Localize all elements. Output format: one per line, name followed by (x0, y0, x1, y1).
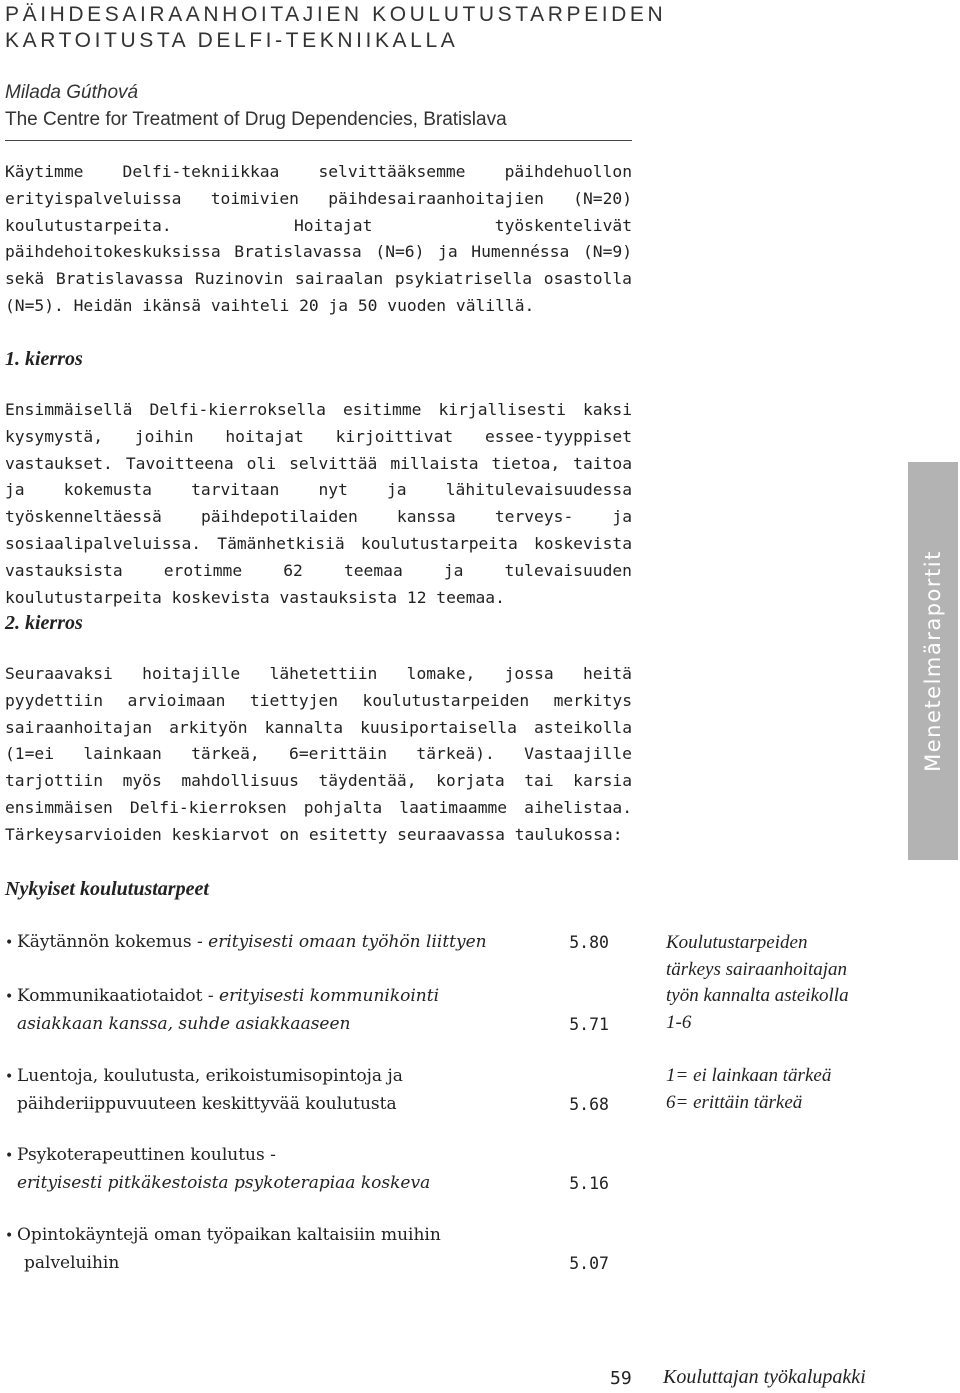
title-line-2: KARTOITUSTA DELFI-TEKNIIKALLA (5, 29, 459, 52)
article-title (5, 2, 667, 54)
needs-list-item (5, 1222, 615, 1277)
publication-title: Kouluttajan työkalupakki (663, 1366, 866, 1388)
item-score: 5.80 (569, 933, 609, 952)
scale-note-line: 1-6 (666, 1011, 692, 1033)
page-number: 59 (610, 1368, 632, 1389)
needs-list-item (5, 983, 615, 1038)
section-side-tab (908, 462, 958, 860)
bullet: • (5, 1228, 14, 1244)
item-detail: erityisesti omaan työhön liittyen (208, 932, 487, 952)
needs-list-item (5, 1063, 615, 1118)
intro-paragraph: Käytimme Delfi-tekniikkaa selvittääksemme päihdehuollon erityispalveluissa toimivien päihdesairaanhoitajien (N=20) koulutustarpeita. Hoitajat työskentelivät päihdehoitokeskuksissa Bratislavassa (N=6) ja Humennéssa (N=9) sekä Bratislavassa Ruzinovin sairaalan psykiatrisella osastolla (N=5). Heidän ikänsä vaihteli 20 ja 50 vuoden välillä. (5, 162, 632, 315)
item-detail-continued: asiakkaan kanssa, suhde asiakkaaseen (17, 1014, 351, 1034)
scale-max-definition: 6= erittäin tärkeä (666, 1091, 803, 1113)
item-label: Psykoterapeuttinen koulutus - (17, 1145, 276, 1165)
item-detail: erityisesti kommunikointi (219, 986, 440, 1006)
round-2-heading: 2. kierros (5, 612, 83, 634)
item-score: 5.07 (569, 1254, 609, 1273)
title-line-1: PÄIHDESAIRAANHOITAJIEN KOULUTUSTARPEIDEN (5, 3, 667, 26)
needs-list-item (5, 929, 615, 957)
item-label: Luentoja, koulutusta, erikoistumisopintoja ja (17, 1066, 403, 1086)
header-divider (5, 140, 632, 141)
bullet: • (5, 935, 14, 951)
scale-note-line: tärkeys sairaanhoitajan (666, 958, 848, 980)
section-side-label: Menetelmäraportit (921, 550, 945, 772)
round-2-paragraph: Seuraavaksi hoitajille lähetettiin lomake, jossa heitä pyydettiin arvioimaan tiettyjen koulutustarpeiden merkitys sairaanhoitajan arkityön kannalta kuusiportaisella asteikolla (1=ei lainkaan tärkeä, 6=erittäin tärkeä). Vastaajille tarjottiin myös mahdollisuus täydentää, korjata tai karsia ensimmäisen Delfi-kierroksen pohjalta laatimaamme aihelistaa. Tärkeysarvioiden keskiarvot on esitetty seuraavassa taulukossa: (5, 664, 632, 844)
scale-note-line: Koulutustarpeiden (666, 932, 808, 953)
item-label: Opintokäyntejä oman työpaikan kaltaisiin muihin (17, 1225, 441, 1245)
item-label: Kommunikaatiotaidot - (17, 986, 220, 1006)
item-detail-continued: erityisesti pitkäkestoista psykoterapiaa koskeva (17, 1173, 431, 1193)
bullet: • (5, 1069, 14, 1085)
item-score: 5.71 (569, 1015, 609, 1034)
item-label-continued: palveluihin (24, 1253, 120, 1273)
bullet: • (5, 1148, 14, 1164)
item-label: Käytännön kokemus - (17, 932, 209, 952)
item-score: 5.68 (569, 1095, 609, 1114)
scale-note-line: työn kannalta asteikolla (666, 985, 849, 1006)
item-score: 5.16 (569, 1174, 609, 1193)
scale-definition (666, 1063, 926, 1116)
scale-note (666, 930, 926, 1036)
round-1-heading: 1. kierros (5, 348, 83, 370)
round-1-paragraph: Ensimmäisellä Delfi-kierroksella esitimme kirjallisesti kaksi kysymystä, joihin hoitajat kirjoittivat essee-tyyppiset vastaukset. Tavoitteena oli selvittää millaista tietoa, taitoa ja kokemusta tarvitaan nyt ja lähitulevaisuudessa työskenneltäessä päihdepotilaiden kanssa terveys- ja sosiaalipalveluissa. Tämänhetkisiä koulutustarpeita koskevista vastauksista erotimme 62 teemaa ja tulevaisuuden koulutustarpeita koskevista vastauksista 12 teemaa. (5, 400, 632, 607)
needs-list-item (5, 1142, 615, 1197)
author-affiliation: The Centre for Treatment of Drug Dependencies, Bratislava (5, 109, 507, 130)
author-name: Milada Gúthová (5, 82, 139, 103)
current-needs-heading: Nykyiset koulutustarpeet (5, 878, 209, 900)
item-label-continued: päihderiippuvuuteen keskittyvää koulutusta (17, 1094, 397, 1114)
scale-min-definition: 1= ei lainkaan tärkeä (666, 1065, 832, 1086)
bullet: • (5, 989, 14, 1005)
